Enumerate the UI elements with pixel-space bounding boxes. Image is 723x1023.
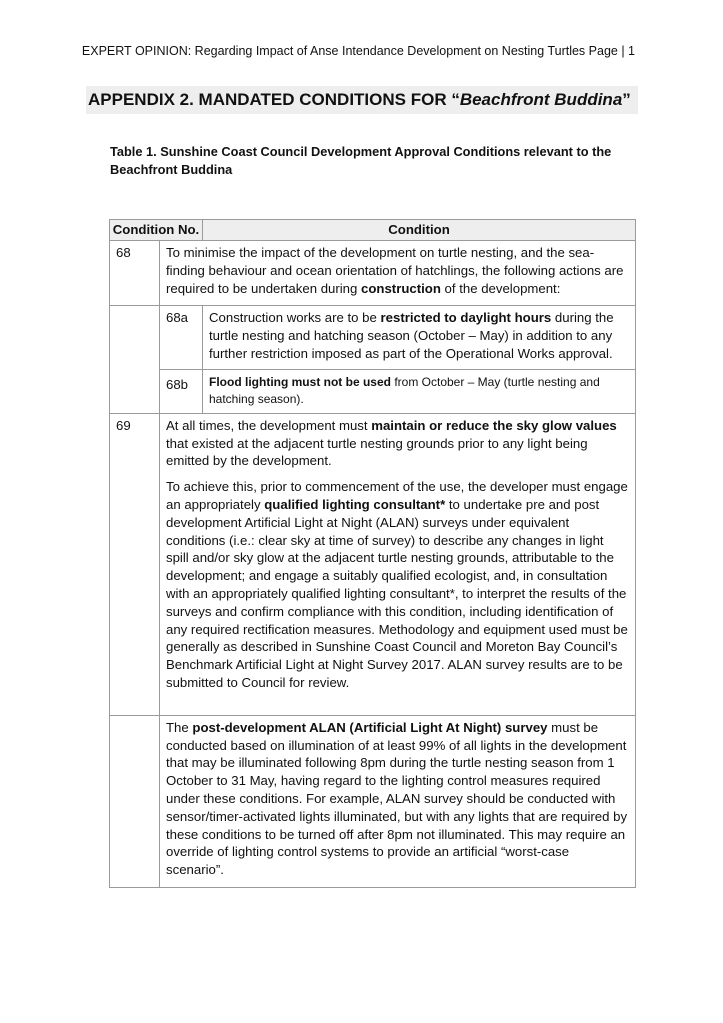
appendix-title: APPENDIX 2. MANDATED CONDITIONS FOR “Beachfront Buddina” bbox=[86, 86, 638, 114]
table-row bbox=[110, 241, 636, 306]
table-row bbox=[110, 413, 636, 715]
condition-text: To minimise the impact of the development on turtle nesting, and the sea-finding behaviour and ocean orientation of hatchlings, the following actions are required to be undertaken during construction of the development: bbox=[160, 241, 636, 306]
condition-paragraph: At all times, the development must maintain or reduce the sky glow values that existed at the adjacent turtle nesting grounds prior to any light being emitted by the development. bbox=[166, 417, 617, 469]
table-row bbox=[110, 715, 636, 887]
spacer-cell bbox=[110, 306, 160, 369]
condition-number: 68a bbox=[160, 306, 203, 369]
condition-number: 68 bbox=[110, 241, 160, 306]
condition-text: Flood lighting must not be used from October – May (turtle nesting and hatching season). bbox=[203, 369, 636, 413]
table-row bbox=[110, 306, 636, 369]
condition-number-empty bbox=[110, 715, 160, 887]
condition-number: 68b bbox=[160, 369, 203, 413]
condition-number: 69 bbox=[110, 413, 160, 715]
page-header: EXPERT OPINION: Regarding Impact of Anse Intendance Development on Nesting Turtles Page | 1 bbox=[81, 44, 635, 58]
table-caption: Table 1. Sunshine Coast Council Development Approval Conditions relevant to the Beachfront Buddina bbox=[110, 144, 612, 177]
column-header-condition-no: Condition No. bbox=[110, 220, 203, 241]
condition-text bbox=[160, 413, 636, 715]
conditions-table bbox=[109, 219, 636, 888]
table-header-row bbox=[110, 220, 636, 241]
column-header-condition: Condition bbox=[203, 220, 636, 241]
table-row bbox=[110, 369, 636, 413]
condition-text: The post-development ALAN (Artificial Light At Night) survey must be conducted based on illumination of at least 99% of all lights in the development that may be illuminated following 8pm during the turtle nesting season from 1 October to 31 May, having regard to the lighting control measures required under these conditions. For example, ALAN survey should be conducted with sensor/timer-activated lights illuminated, but with any lights that are required by these conditions to be turned off after 8pm not illuminated. This may require an override of lighting control systems to provide an artificial “worst-case scenario”. bbox=[160, 715, 636, 887]
condition-text: Construction works are to be restricted to daylight hours during the turtle nesting and hatching season (October – May) in addition to any further restriction imposed as part of the Operational Works approval. bbox=[203, 306, 636, 369]
condition-paragraph: To achieve this, prior to commencement of the use, the developer must engage an appropriately qualified lighting consultant* to undertake pre and post development Artificial Light at Night (ALAN) surveys under equivalent conditions (i.e.: clear sky at time of survey) to describe any changes in light spill and/or sky glow at the adjacent turtle nesting grounds, attributable to the development; and engage a suitably qualified ecologist, and, in consultation with an appropriately qualified lighting consultant*, to interpret the results of the surveys and confirm compliance with this condition, including identification of any required rectification measures. Methodology and equipment used must be generally as described in Sunshine Coast Council and Moreton Bay Council’s Benchmark Artificial Light at Night Survey 2017. ALAN survey results are to be submitted to Council for review. bbox=[166, 479, 628, 690]
spacer-cell bbox=[110, 369, 160, 413]
